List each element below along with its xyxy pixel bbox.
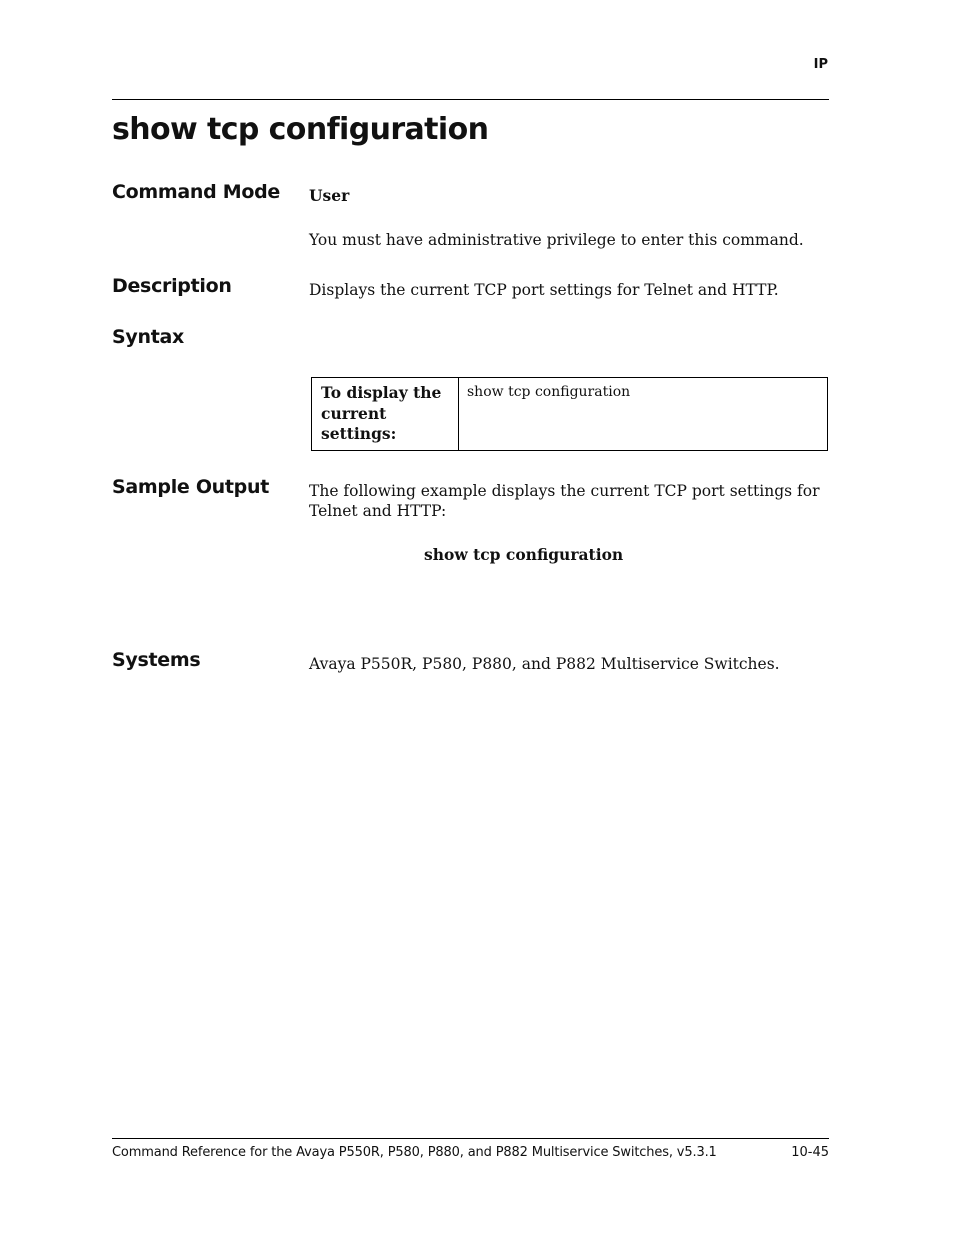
sample-output-text-line1: The following example displays the current TCP port settings for <box>309 482 820 500</box>
heading-sample-output: Sample Output <box>112 476 269 498</box>
systems-text: Avaya P550R, P580, P880, and P882 Multiservice Switches. <box>309 655 780 673</box>
syntax-label-line: To display the <box>321 383 442 402</box>
footer-document-title: Command Reference for the Avaya P550R, P580, P880, and P882 Multiservice Switches, v5.3.1 <box>112 1145 717 1160</box>
footer-page-number: 10-45 <box>791 1145 829 1160</box>
page-title: show tcp configuration <box>112 112 489 147</box>
syntax-table-label-cell <box>312 378 459 450</box>
header-rule <box>112 99 829 100</box>
footer-rule <box>112 1138 829 1139</box>
command-mode-note: You must have administrative privilege to enter this command. <box>309 231 804 249</box>
command-mode-value: User <box>309 186 350 205</box>
running-header-section: IP <box>813 57 828 72</box>
syntax-label-line: settings: <box>321 424 397 443</box>
syntax-table-command-cell <box>459 378 827 450</box>
heading-description: Description <box>112 275 232 297</box>
syntax-table <box>311 377 828 451</box>
heading-systems: Systems <box>112 649 201 671</box>
description-text: Displays the current TCP port settings for Telnet and HTTP. <box>309 281 779 299</box>
syntax-command: show tcp configuration <box>467 384 631 400</box>
syntax-label-line: current <box>321 403 387 423</box>
sample-output-text-line2: Telnet and HTTP: <box>309 502 447 520</box>
heading-command-mode: Command Mode <box>112 181 281 203</box>
heading-syntax: Syntax <box>112 326 184 348</box>
sample-output-command: show tcp configuration <box>424 545 624 564</box>
